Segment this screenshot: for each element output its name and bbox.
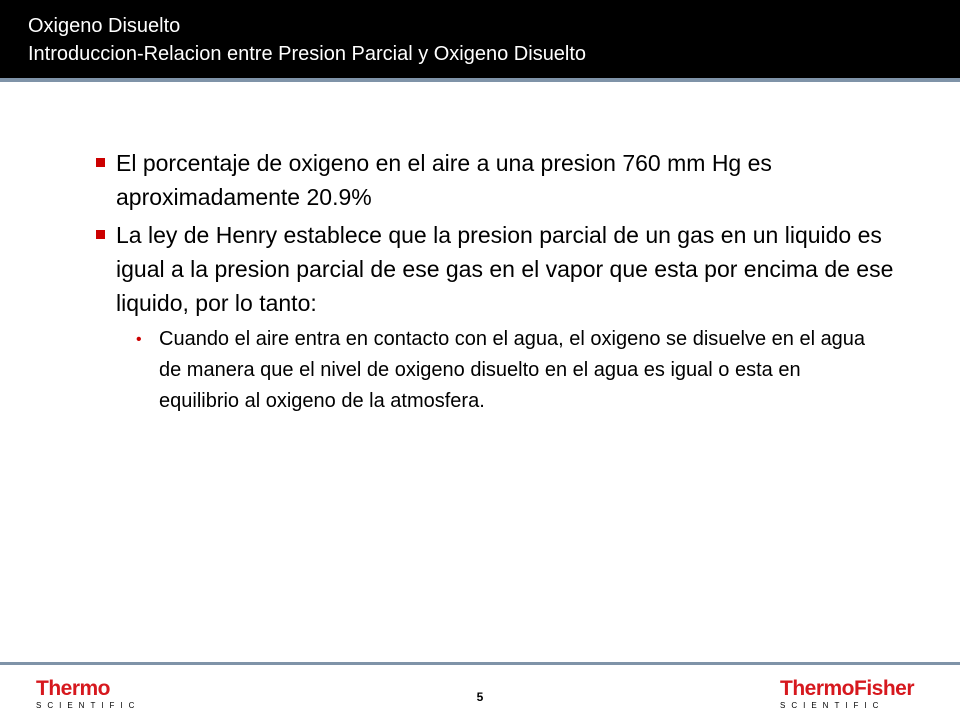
bullet-text: El porcentaje de oxigeno en el aire a una presion 760 mm Hg es aproximadamente 20.9% (116, 150, 772, 210)
slide-header (0, 0, 960, 82)
page-number: 5 (476, 690, 484, 704)
slide-body (96, 146, 916, 417)
bullet-item (96, 218, 916, 320)
slide-title: Oxigeno Disuelto (28, 15, 181, 37)
footer-divider (0, 662, 960, 665)
sub-bullet-item (136, 324, 869, 417)
sub-bullet-text: Cuando el aire entra en contacto con el agua, el oxigeno se disuelve en el agua de manera que el nivel de oxigeno disuelto en el agua es igual o esta en equilibrio al oxigeno de la atmosfera. (159, 328, 866, 412)
square-bullet-icon (96, 230, 105, 239)
slide-subtitle: Introduccion-Relacion entre Presion Parcial y Oxigeno Disuelto (28, 43, 587, 65)
bullet-text: La ley de Henry establece que la presion parcial de un gas en un liquido es igual a la presion parcial de ese gas en el vapor que esta por encima de ese liquido, por lo tanto: (116, 222, 894, 316)
thermofisher-scientific-logo (780, 678, 914, 711)
logo-subtitle: SCIENTIFIC (780, 701, 885, 710)
logo-subtitle: SCIENTIFIC (36, 701, 141, 710)
dot-bullet-icon: • (136, 331, 142, 348)
bullet-item (96, 146, 916, 214)
logo-wordmark: ThermoFisher (780, 677, 915, 700)
thermo-scientific-logo (36, 678, 140, 711)
logo-wordmark: Thermo (36, 677, 111, 700)
square-bullet-icon (96, 158, 105, 167)
